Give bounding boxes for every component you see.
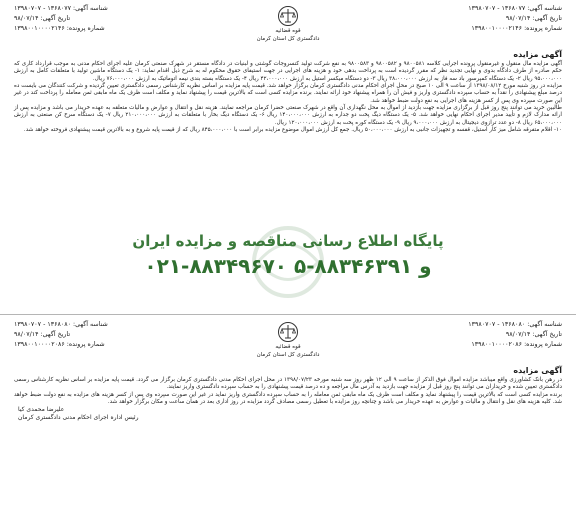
notice-id: شناسه آگهی: ۱۳۶۸۰۷۷ - ۱۳۹۸۰۷۰۷: [14, 5, 108, 12]
notice-body: [10, 377, 566, 406]
auction-notice-top: [10, 2, 566, 134]
notice-paragraph: ۱۰- اقلام متفرقه شامل میز کار استیل، قفسه و تجهیزات جانبی به ارزش ۵۰،۰۰۰،۰۰۰ ریال. جمع کل ارزش اموال موضوع مزایده برابر است با ۸۴۵،۰۰۰،۰۰۰ ریال که از قیمت پایه شروع و به بالاترین قیمت پیشنهادی فروخته خواهد شد.: [23, 127, 562, 134]
notice-id: شناسه آگهی: ۱۳۶۸۰۸۰ - ۱۳۹۸۰۷۰۷: [468, 321, 562, 328]
signatory-title: رئیس اداره اجرای احکام مدنی دادگستری کرمان: [18, 414, 139, 422]
emblem-caption-2: دادگستری کل استان کرمان: [256, 352, 320, 358]
notice-date: تاریخ آگهی: ۹۸/۰۷/۱۴: [14, 331, 71, 338]
notice-paragraph: آگهی مزایده مال منقول و غیرمنقول پرونده اجرایی کلاسه ۹۸۰۰۵۸۱ و ۹۸۰۰۵۸۲ و ۹۸۰۰۵۸۳ به نفع شرکت تولید کنسروجات گوشتی و لبنیات در دادگاه مستقر در شهرک صنعتی کرمان علیه اجرای احکام مدنی به موجب قرارداد کاری که حکم صادره از طرف دادگاه بدوی و نهایی تجدید نظر که مقرر گردیده است به پرداخت بدهی خود و هزینه های اجرایی در جهت استیفای حقوق محکوم له به شرح ذیل اقدام نماید: ۱- یک دستگاه ماشین تولید با متعلقات کامل به ارزش ۹۵،۰۰۰،۰۰۰ ریال ۲- یک دستگاه کمپرسور باد سه فاز به ارزش ۳۸،۰۰۰،۰۰۰ ریال ۳- دو دستگاه میکسر استیل به ارزش ۴۲،۰۰۰،۰۰۰ ریال ۴- یک دستگاه بسته بندی نیمه اتوماتیک به ارزش ۷۶،۰۰۰،۰۰۰ ریال.: [14, 61, 562, 82]
notice-header: [10, 2, 566, 50]
notice-title: آگهی مزایده: [513, 366, 562, 375]
notice-id: شناسه آگهی: ۱۳۶۸۰۷۷ - ۱۳۹۸۰۷۰۷: [468, 5, 562, 12]
notice-meta-right: [468, 320, 562, 350]
emblem-caption-1: قوه قضائیه: [275, 28, 301, 34]
notice-meta-left: [14, 320, 108, 350]
case-number: شماره پرونده: ۱۳۹۸۰۰۱۰۰۰۰۲۰۸۶: [471, 341, 562, 348]
website-banner: [0, 228, 576, 298]
banner-site-name: پایگاه اطلاع رسانی مناقصه و مزایده ایران: [132, 232, 444, 250]
case-number: شماره پرونده: ۱۳۹۸۰۰۱۰۰۰۰۲۰۸۶: [14, 341, 105, 348]
case-number: شماره پرونده: ۱۳۹۸۰۰۱۰۰۰۰۲۱۴۶: [14, 25, 105, 32]
judiciary-emblem-icon: [277, 5, 299, 27]
notice-paragraph: طالبین خرید می توانند پنج روز قبل از برگزاری مزایده جهت بازدید از اموال به محل نگهداری آن واقع در شهرک صنعتی خضرا کرمان مراجعه نمایند. هزینه نقل و انتقال و عوارض و مالیات متعلقه به عهده خریدار می باشد و مزایده پس از ارائه مدارک لازم و تأیید مدیر اجرای احکام نهایی خواهد شد. ۵- یک دستگاه دیگ پخت دو جداره به ارزش ۱۴۰،۰۰۰،۰۰۰ ریال ۶- یک دستگاه دیگ بخار با متعلقات به ارزش ۲۱۰،۰۰۰،۰۰۰ ریال ۷- یک دستگاه سرخ کن صنعتی به ارزش ۶۵،۰۰۰،۰۰۰ ریال ۸- دو عدد ترازوی دیجیتال به ارزش ۹،۰۰۰،۰۰۰ ریال ۹- یک دستگاه کوره پخت به ارزش ۱۲۰،۰۰۰،۰۰۰ ریال.: [14, 105, 562, 126]
signature-block: [10, 406, 566, 422]
signatory-name: علیرضا محمدی کیا: [18, 406, 65, 414]
case-number: شماره پرونده: ۱۳۹۸۰۰۱۰۰۰۰۲۱۴۶: [471, 25, 562, 32]
judiciary-emblem: [248, 321, 328, 359]
judiciary-emblem: [248, 5, 328, 43]
section-divider: [0, 314, 576, 315]
notice-header: [10, 318, 566, 366]
banner-phone-numbers: ۰۲۱-۸۸۳۴۹۶۷۰ و ۸۸۳۴۶۳۹۱-۵: [144, 254, 432, 278]
notice-body: [10, 61, 566, 134]
notice-paragraph: برنده مزایده کسی است که بالاترین قیمت را پیشنهاد نماید و مکلف است ظرف یک ماه مابقی ثمن معامله را به حساب سپرده دادگستری واریز نماید در غیر این صورت سپرده وی پس از کسر هزینه های مزایده به نفع دولت ضبط خواهد شد. کلیه هزینه های نقل و انتقال و مالیات و عوارض به عهده خریدار می باشد و چنانچه روز مزایده با تعطیل رسمی مصادف گردد مزایده در روز اداری بعد در همان ساعت و مکان برگزار خواهد شد.: [14, 391, 562, 406]
notice-date: تاریخ آگهی: ۹۸/۰۷/۱۴: [505, 15, 562, 22]
notice-meta-left: [14, 4, 108, 34]
emblem-caption-2: دادگستری کل استان کرمان: [256, 36, 320, 42]
notice-meta-right: [468, 4, 562, 34]
notice-paragraph: در رهن بانک کشاورزی واقع میباشد مزایده اموال فوق الذکر از ساعت ۹ الی ۱۲ ظهر روز سه شنبه مورخه ۱۳۹۸/۰۷/۲۳ در محل اجرای احکام مدنی دادگستری کرمان برگزار می گردد. قیمت پایه مزایده بر اساس نظریه کارشناس رسمی دادگستری تعیین شده و خریداران می توانند پنج روز قبل از مزایده جهت بازدید به آدرس مال مراجعه و ده درصد قیمت پیشنهادی را به حساب سپرده دادگستری واریز نمایند.: [14, 377, 563, 391]
notice-title: آگهی مزایده: [513, 50, 562, 59]
notice-date: تاریخ آگهی: ۹۸/۰۷/۱۴: [505, 331, 562, 338]
notice-paragraph: مزایده در روز شنبه مورخ ۱۳۹۸/۰۸/۱۲ از ساعت ۹ الی ۱۰ صبح در محل اجرای احکام مدنی دادگستری کرمان برگزار خواهد شد. قیمت پایه مزایده بر اساس نظریه کارشناس رسمی دادگستری تعیین گردیده و شرکت کنندگان می بایست ده درصد مبلغ پیشنهادی را نقداً به حساب سپرده دادگستری واریز و فیش آن را همراه پیشنهاد خود ارائه نمایند. برنده مزایده کسی است که بالاترین قیمت را پیشنهاد نماید و مکلف است ظرف یک ماه مابقی ثمن معامله را پرداخت کند در غیر این صورت سپرده وی پس از کسر هزینه های اجرایی به نفع دولت ضبط خواهد شد.: [14, 83, 562, 104]
notice-id: شناسه آگهی: ۱۳۶۸۰۸۰ - ۱۳۹۸۰۷۰۷: [14, 321, 108, 328]
judiciary-emblem-icon: [277, 321, 299, 343]
emblem-caption-1: قوه قضائیه: [275, 344, 301, 350]
notice-date: تاریخ آگهی: ۹۸/۰۷/۱۴: [14, 15, 71, 22]
auction-notice-bottom: [10, 318, 566, 422]
